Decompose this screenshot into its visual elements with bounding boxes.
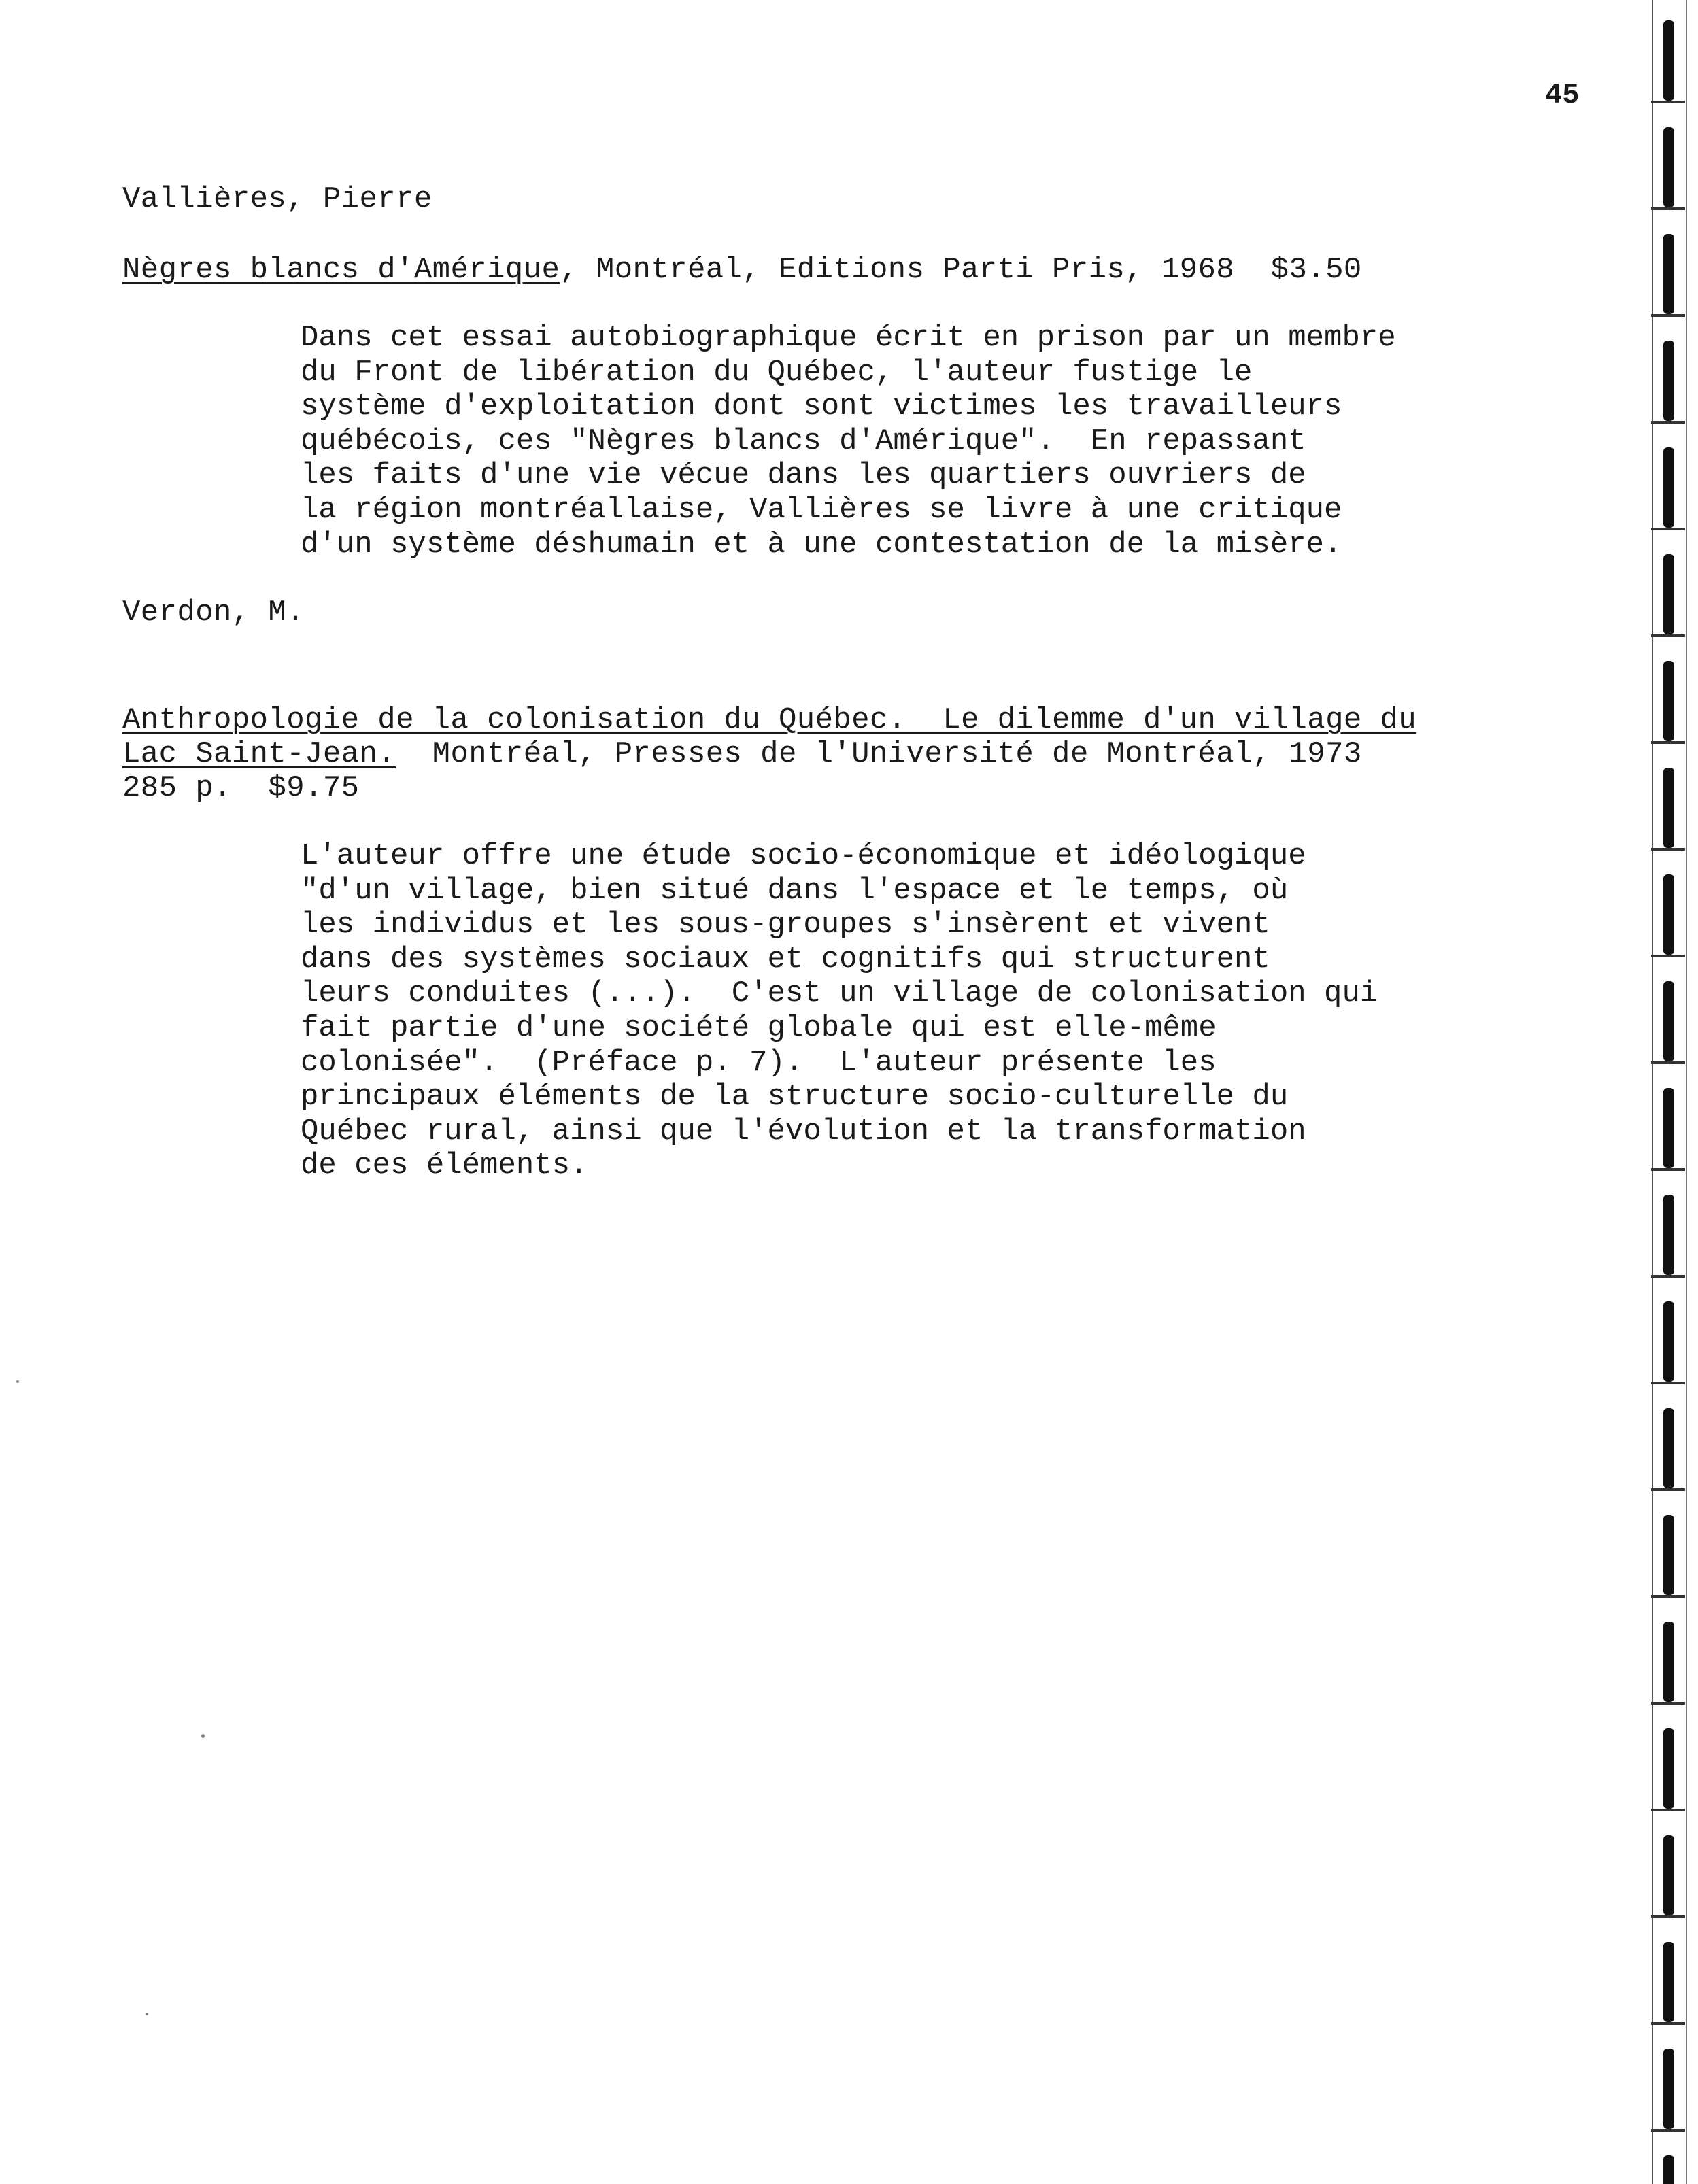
- binding-tick: [1651, 1061, 1685, 1064]
- summary-line: la région montréallaise, Vallières se livre à une critique: [301, 492, 1342, 527]
- summary-line: colonisée". (Préface p. 7). L'auteur présente les: [301, 1045, 1217, 1080]
- summary-line: principaux éléments de la structure socio-culturelle du: [301, 1080, 1289, 1114]
- binding-ring: [1663, 1088, 1674, 1168]
- binding-tick: [1651, 1595, 1685, 1598]
- page-number: 45: [1545, 79, 1580, 112]
- binding-tick: [1651, 1275, 1685, 1278]
- summary-line: Québec rural, ainsi que l'évolution et la transformation: [301, 1114, 1306, 1148]
- binding-tick: [1651, 1382, 1685, 1384]
- binding-ring: [1663, 981, 1674, 1061]
- binding-tick: [1651, 741, 1685, 744]
- binding-tick: [1651, 1168, 1685, 1171]
- binding-ring: [1663, 1408, 1674, 1488]
- entry-summary: [301, 839, 1378, 1183]
- entry-author: Verdon, M.: [122, 596, 305, 630]
- summary-line: de ces éléments.: [301, 1148, 588, 1183]
- binding-tick: [1651, 634, 1685, 637]
- binding-tick: [1651, 207, 1685, 210]
- binding-tick: [1651, 1915, 1685, 1918]
- summary-line: dans des systèmes sociaux et cognitifs qui structurent: [301, 942, 1270, 976]
- binding-tick: [1651, 101, 1685, 103]
- binding-tick: [1651, 2129, 1685, 2132]
- binding-ring: [1663, 1728, 1674, 1809]
- entry-citation-line: 285 p. $9.75: [122, 771, 360, 805]
- entry-summary: [301, 321, 1396, 562]
- binding-tick: [1651, 2022, 1685, 2025]
- publication-details: Montréal, Presses de l'Université de Montréal, 1973: [396, 737, 1362, 771]
- entry-citation-line: Anthropologie de la colonisation du Québec. Le dilemme d'un village du: [122, 703, 1417, 737]
- binding-tick: [1651, 528, 1685, 530]
- summary-line: québécois, ces "Nègres blancs d'Amérique". En repassant: [301, 424, 1306, 458]
- binding-ring: [1663, 2049, 1674, 2129]
- entry-citation-line: [122, 737, 1362, 771]
- binding-ring: [1663, 768, 1674, 848]
- summary-line: fait partie d'une société globale qui est elle-même: [301, 1010, 1217, 1045]
- binding-ring: [1663, 1301, 1674, 1382]
- binding-ring: [1663, 874, 1674, 955]
- scan-speck: [16, 1380, 19, 1383]
- binding-ring: [1663, 341, 1674, 421]
- binding-tick: [1651, 314, 1685, 317]
- scan-speck: [201, 1734, 205, 1738]
- binding-ring: [1663, 1835, 1674, 1915]
- book-title: Nègres blancs d'Amérique: [122, 253, 560, 287]
- summary-line: les faits d'une vie vécue dans les quartiers ouvriers de: [301, 458, 1306, 493]
- entry-citation: [122, 253, 1362, 287]
- summary-line: "d'un village, bien situé dans l'espace et le temps, où: [301, 873, 1289, 908]
- binding-ring: [1663, 1942, 1674, 2022]
- binding-ring: [1663, 1622, 1674, 1702]
- summary-line: leurs conduites (...). C'est un village de colonisation qui: [301, 976, 1378, 1011]
- summary-line: les individus et les sous-groupes s'insèrent et vivent: [301, 908, 1270, 942]
- entry-author: Vallières, Pierre: [122, 182, 432, 216]
- binding-ring: [1663, 1515, 1674, 1595]
- summary-line: Dans cet essai autobiographique écrit en prison par un membre: [301, 321, 1396, 355]
- binding-tick: [1651, 421, 1685, 424]
- scan-speck: [146, 2013, 148, 2015]
- binding-ring: [1663, 234, 1674, 314]
- binding-tick: [1651, 1488, 1685, 1491]
- summary-line: d'un système déshumain et à une contestation de la misère.: [301, 527, 1342, 562]
- binding-tick: [1651, 848, 1685, 851]
- binding-ring: [1663, 447, 1674, 528]
- binding-ring: [1663, 127, 1674, 207]
- binding-ring: [1663, 554, 1674, 634]
- binding-tick: [1651, 1809, 1685, 1811]
- book-title: Lac Saint-Jean.: [122, 737, 396, 771]
- binding-edge-graphic: [1644, 0, 1698, 2184]
- publication-details: , Montréal, Editions Parti Pris, 1968 $3.50: [560, 253, 1362, 287]
- binding-tick: [1651, 955, 1685, 957]
- binding-tick: [1651, 1702, 1685, 1705]
- binding-ring: [1663, 20, 1674, 101]
- binding-ring: [1663, 1195, 1674, 1275]
- binding-ring: [1663, 2155, 1674, 2184]
- summary-line: L'auteur offre une étude socio-économique et idéologique: [301, 839, 1306, 873]
- summary-line: système d'exploitation dont sont victimes les travailleurs: [301, 390, 1342, 424]
- binding-ring: [1663, 661, 1674, 741]
- summary-line: du Front de libération du Québec, l'auteur fustige le: [301, 355, 1253, 390]
